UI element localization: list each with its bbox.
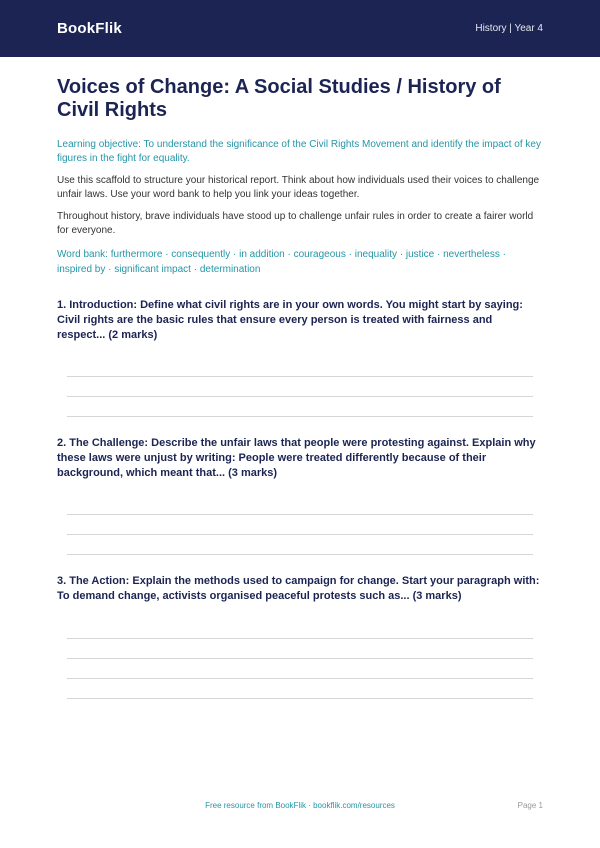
page-title: Voices of Change: A Social Studies / History of Civil Rights bbox=[57, 76, 501, 121]
question-1: 1. Introduction: Define what civil rights are in your own words. You might start by saying: Civil rights are the basic rules that ensure every person is treated with fairness and respect... (2 marks) bbox=[57, 299, 523, 341]
answer-line bbox=[67, 396, 533, 397]
answer-area-2[interactable] bbox=[67, 514, 533, 555]
answer-line bbox=[67, 658, 533, 659]
answer-line bbox=[67, 376, 533, 377]
word-bank: Word bank: furthermore · consequently · in addition · courageous · inequality · justice · nevertheless · inspired by · significant impact · determination bbox=[57, 249, 506, 275]
answer-line bbox=[67, 534, 533, 535]
answer-line bbox=[67, 698, 533, 699]
page-number: Page 1 bbox=[517, 801, 543, 810]
answer-line bbox=[67, 638, 533, 639]
answer-area-1[interactable] bbox=[67, 376, 533, 417]
worksheet bbox=[0, 57, 600, 699]
question-3: 3. The Action: Explain the methods used to campaign for change. Start your paragraph with: To demand change, activists organised peaceful protests such as... (3 marks) bbox=[57, 575, 540, 602]
question-2: 2. The Challenge: Describe the unfair laws that people were protesting against. Explain why these laws were unjust by writing: People were treated differently because of their background, which meant that... (3 marks) bbox=[57, 437, 536, 479]
answer-area-3[interactable] bbox=[67, 638, 533, 699]
answer-line bbox=[67, 678, 533, 679]
footer-source-link[interactable]: Free resource from BookFlik · bookflik.com/resources bbox=[205, 801, 395, 810]
instructions-paragraph: Use this scaffold to structure your historical report. Think about how individuals used their voices to challenge unfair laws. Use your word bank to help you link your ideas together. bbox=[57, 175, 540, 200]
breadcrumb: History | Year 4 bbox=[475, 23, 543, 34]
page-footer bbox=[0, 801, 600, 815]
learning-objective: Learning objective: To understand the significance of the Civil Rights Movement and identify the impact of key figures in the fight for equality. bbox=[57, 139, 541, 164]
top-bar bbox=[0, 0, 600, 57]
answer-line bbox=[67, 514, 533, 515]
answer-line bbox=[67, 416, 533, 417]
context-paragraph: Throughout history, brave individuals have stood up to challenge unfair rules in order to create a fairer world for everyone. bbox=[57, 211, 534, 236]
answer-line bbox=[67, 554, 533, 555]
brand-logo[interactable]: BookFlik bbox=[57, 20, 122, 37]
